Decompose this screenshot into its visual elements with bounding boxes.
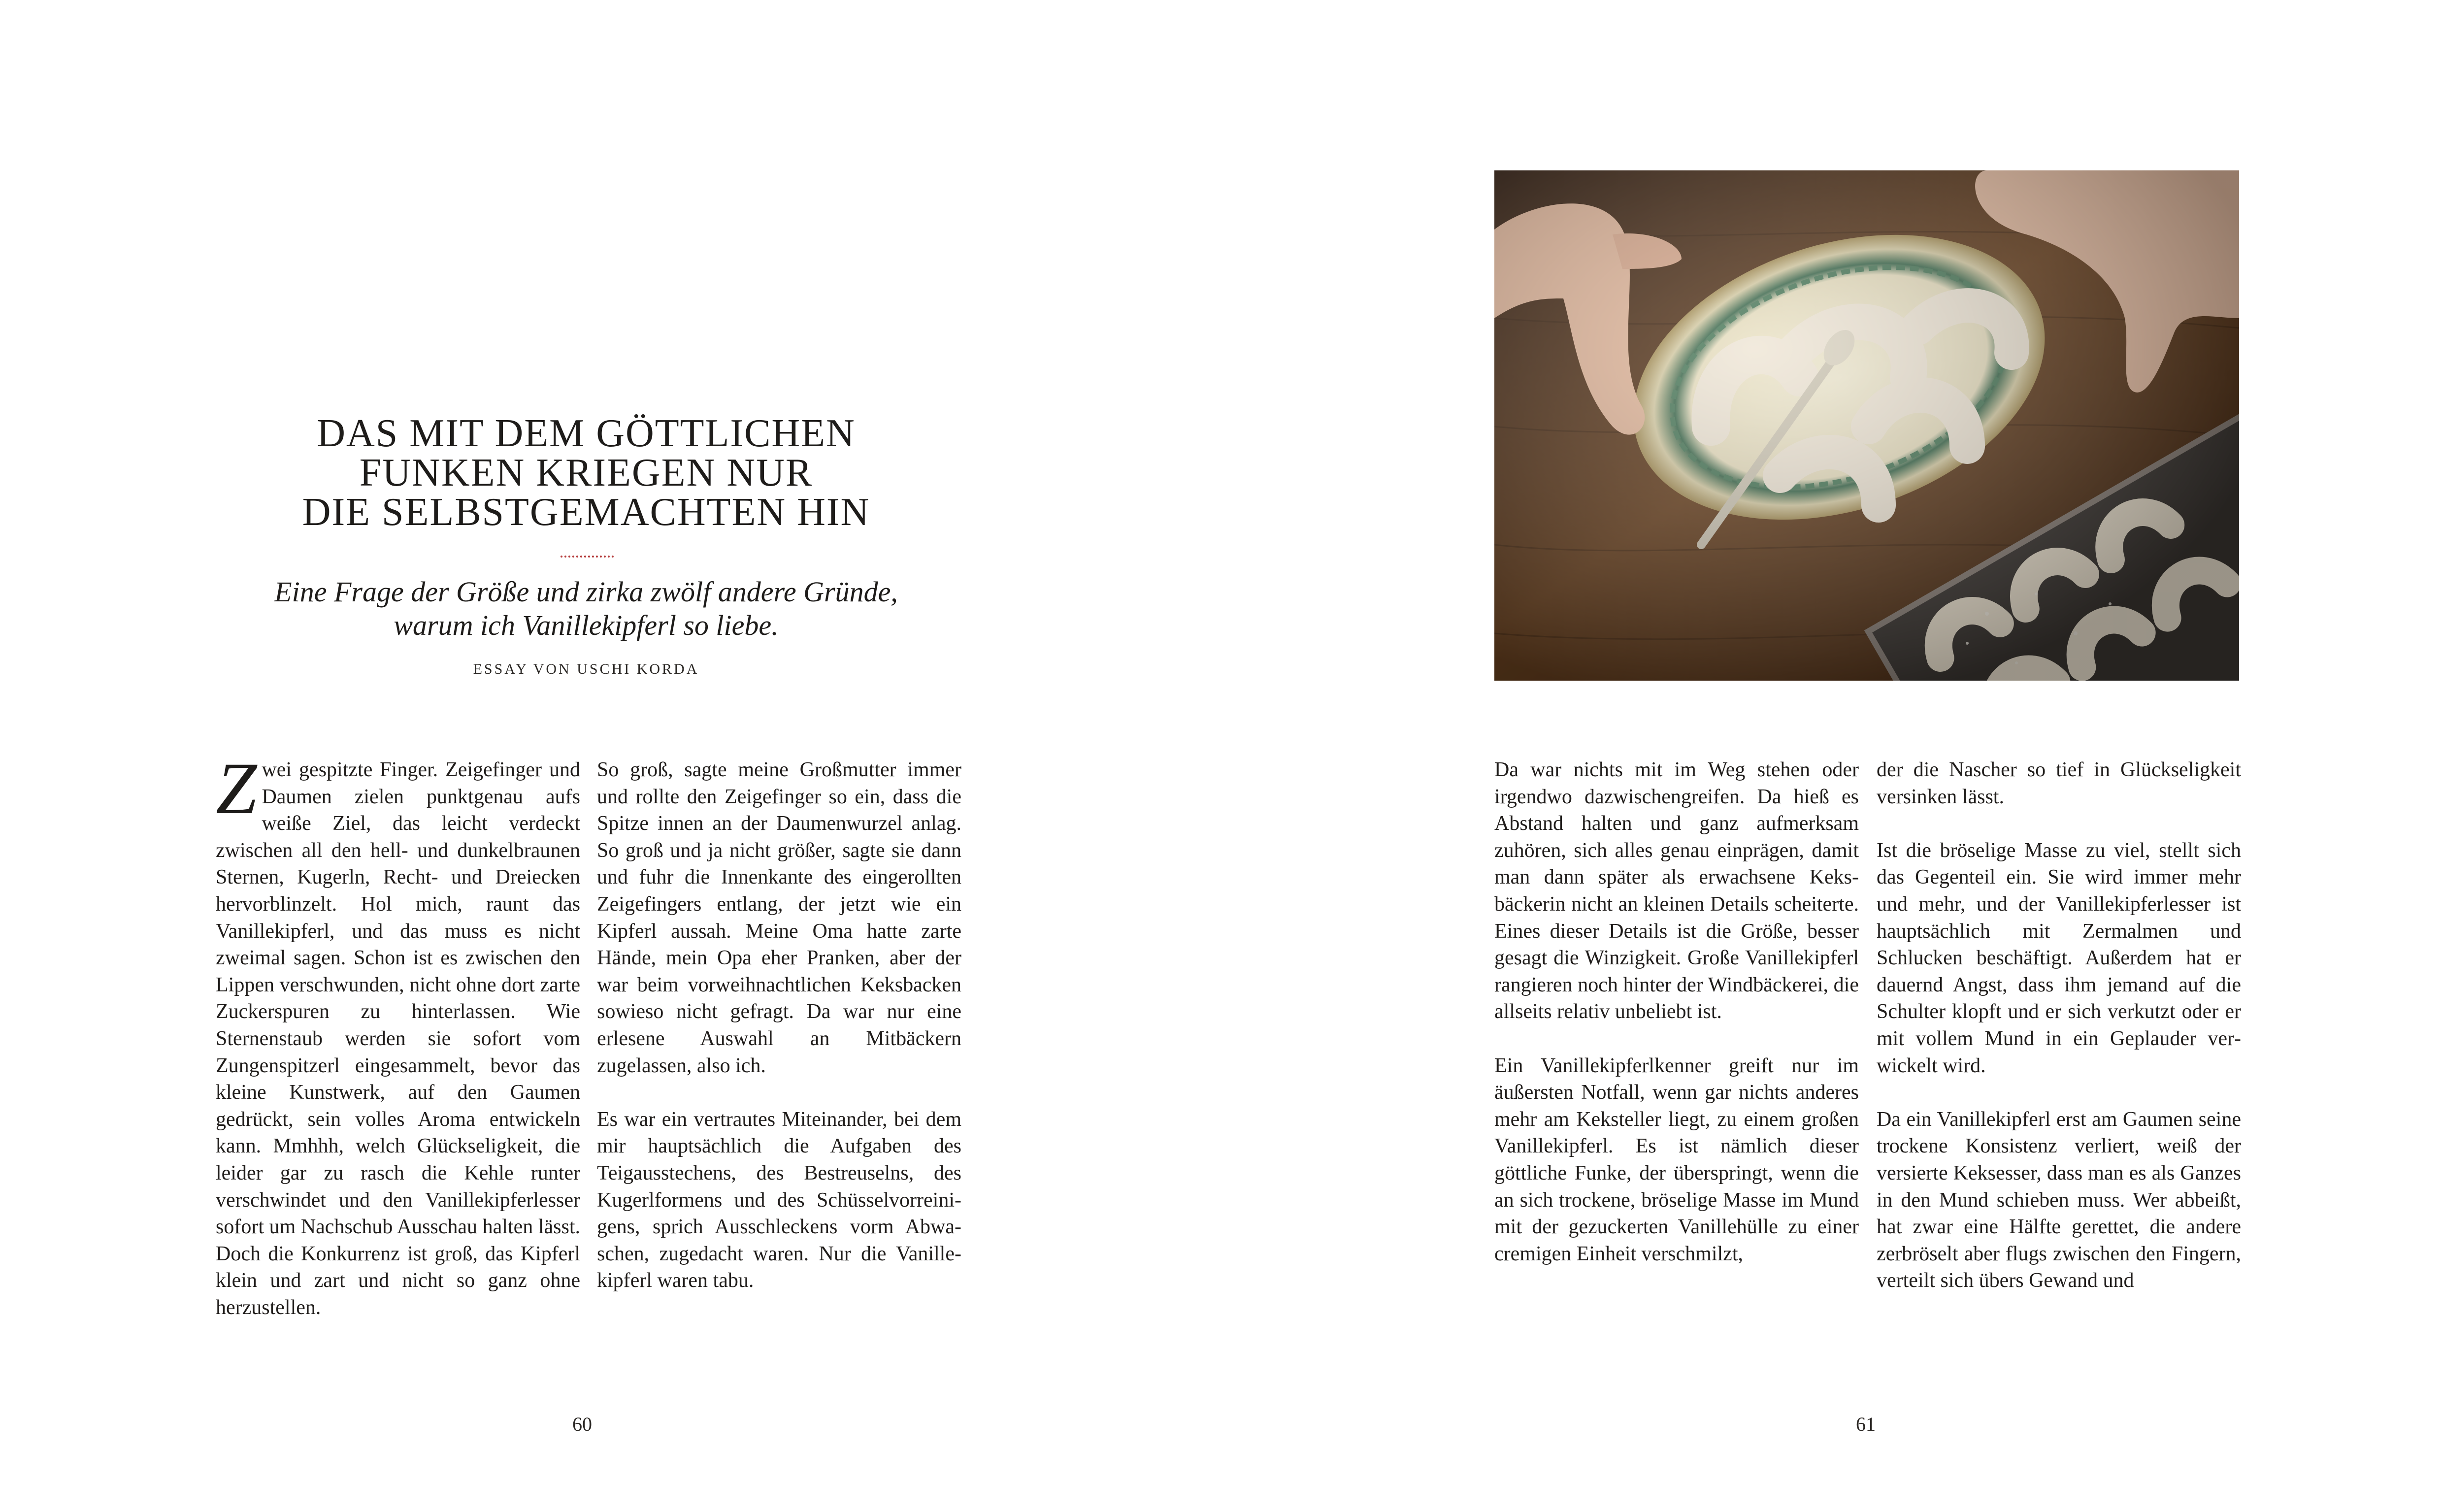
paragraph: der die Nascher so tief in Glückseligkeit versinken lässt. [1877, 758, 2241, 808]
page-number: 61 [1856, 1413, 1876, 1435]
drop-cap: Z [216, 748, 257, 829]
title-line: DAS MIT DEM GÖTTLICHEN [317, 412, 856, 455]
essay-title [177, 414, 995, 532]
title-line: FUNKEN KRIEGEN NUR [359, 451, 813, 494]
hands-arranging-vanillekipferl-on-plate-icon [1494, 170, 2239, 681]
author-byline: ESSAY VON USCHI KORDA [473, 661, 699, 677]
paragraph: Ist die bröselige Masse zu viel, stellt sich das Gegenteil ein. Sie wird immer mehr und mehr, und der Vanillekipferlesser ist hauptsächlich mit Zermalmen und Schlucken beschäftigt. Außerdem hat er dauernd Angst, dass ihm jemand auf die Schulter klopft und er sich verkutzt oder er mit vollem Mund in ein Geplauder verwickelt wird. [1877, 839, 2241, 1077]
page-number: 60 [572, 1413, 592, 1435]
paragraph: Es war ein vertrautes Miteinander, bei dem mir hauptsächlich die Aufgaben des Teigausstechens, des Bestreuselns, des Kugerlformens und des Schüsselvorreinigens, sprich Ausschleckens vorm Abwaschen, zugedacht waren. Nur die Vanillekipferl waren tabu. [597, 1108, 961, 1292]
right-page [1222, 0, 2443, 1512]
paragraph: Da war nichts mit im Weg stehen oder irgendwo dazwischengreifen. Da hieß es Abstand halten und ganz aufmerksam zuhören, sich alles genau einprägen, damit man dann später als erwachsene Keksbäckerin nicht an kleinen Details scheiterte. Eines dieser Details ist die Größe, besser gesagt die Winzigkeit. Große Vanillekipferl rangieren noch hinter der Windbäckerei, die allseits relativ unbeliebt ist. [1494, 758, 1859, 1023]
title-divider [561, 556, 614, 558]
body-column-4 [1877, 756, 2241, 1294]
subtitle-line: Eine Frage der Größe und zirka zwölf andere Gründe, [274, 576, 898, 608]
body-column-1 [216, 748, 580, 1321]
paragraph: Ein Vanillekipferlkenner greift nur im äußersten Notfall, wenn gar nichts anderes mehr am Keksteller liegt, zu einem großen Vanillekipferl. Es ist nämlich dieser göttliche Funke, der überspringt, wenn die an sich trockene, bröselige Masse im Mund mit der gezuckerten Vanillehülle zu einer cremigen Einheit verschmilzt, [1494, 1054, 1859, 1265]
body-column-2 [597, 756, 961, 1294]
paragraph-text: wei gespitzte Finger. Zeigefinger und Daumen zielen punktgenau aufs weiße Ziel, das leicht verdeckt zwischen all den hell- und dunkelbraunen Sternen, Kugerln, Recht- und Dreiecken hervorblinzelt. Hol mich, raunt das Vanillekipferl, und das muss es nicht zweimal sagen. Schon ist es zwischen den Lippen verschwunden, nicht ohne dort zarte Zuckerspuren zu hinterlassen. Wie Sternenstaub werden sie sofort vom Zungenspitzerl eingesammelt, bevor das kleine Kunstwerk, auf den Gaumen gedrückt, sein volles Aroma entwickeln kann. Mmhhh, welch Glückseligkeit, die leider gar zu rasch die Kehle runter verschwindet und den Vanillekipferlesser sofort um Nachschub Ausschau halten lässt. Doch die Konkurrenz ist groß, das Kipferl klein und zart und nicht so ganz ohne herzustellen. [216, 758, 580, 1319]
body-column-3 [1494, 756, 1859, 1267]
subtitle-line: warum ich Vanillekipferl so liebe. [394, 609, 779, 641]
title-line: DIE SELBSTGEMACHTEN HIN [302, 491, 870, 534]
kipferl-photo [1494, 170, 2239, 681]
paragraph: Da ein Vanillekipferl erst am Gaumen seine trockene Konsistenz verliert, weiß der versierte Keksesser, dass man es als Ganzes in den Mund schieben muss. Wer abbeißt, hat zwar eine Hälfte gerettet, die andere zerbröselt aber flugs zwischen den Fingern, verteilt sich übers Gewand und [1877, 1108, 2241, 1292]
paragraph [216, 748, 580, 1321]
paragraph: So groß, sagte meine Großmutter immer und rollte den Zeigefinger so ein, dass die Spitze innen an der Daumenwurzel anlag. So groß und ja nicht größer, sagte sie dann und fuhr die Innenkante des eingerollten Zeigefingers entlang, der jetzt wie ein Kipferl aussah. Meine Oma hatte zarte Hände, mein Opa eher Pranken, aber der war beim vorweihnachtlichen Keksbacken sowieso nicht gefragt. Da war nur eine erlesene Auswahl an Mitbäckern zugelassen, also ich. [597, 758, 961, 1077]
essay-subtitle [177, 575, 995, 642]
